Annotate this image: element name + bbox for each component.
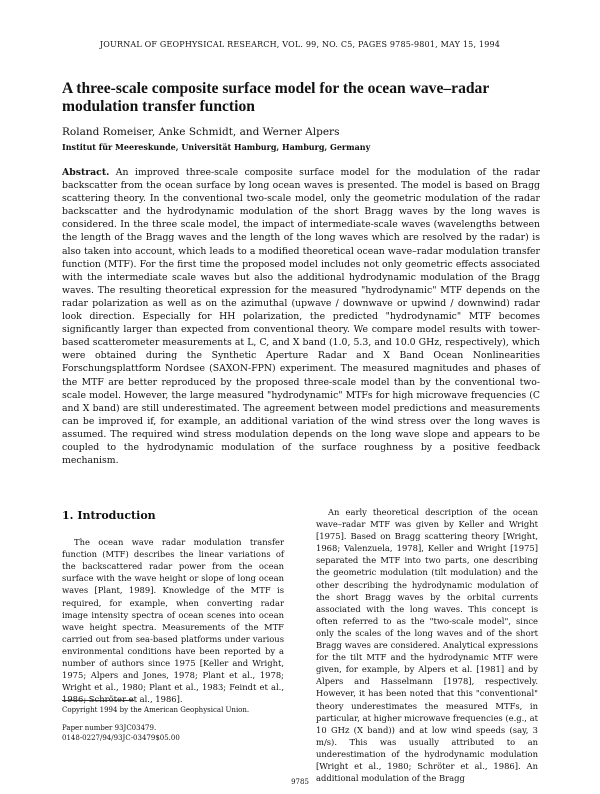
intro-paragraph-right: An early theoretical description of the ocean wave–radar MTF was given by Keller and Wright [1975]. Based on Bragg scattering theory [Wright, 1968; Valenzuela, 1978], Keller and Wright [1975] separated the MTF into two parts, one describing the geometric modulation (tilt modulation) and the other describing the hydrodynamic modulation of the short Bragg waves by the orbital currents associated with the long waves. This concept is often referred to as the "two-scale model", since only the scales of the long waves and of the short Bragg waves are considered. Analytical expressions for the tilt MTF and the hydrodynamic MTF were given, for example, by Alpers et al. [1981] and by Alpers and Hasselmann [1978], respectively. However, it has been noted that this "conventional" theory underestimates the measured MTFs, in particular, at higher microwave frequencies (e.g., at 10 GHz (X band)) and at low wind speeds (say, 3 m/s). This was usually attributed to an underestimation of the hydrodynamic modulation [Wright et al., 1980; Schröter et al., 1986]. An additional modulation of the Bragg [316,507,538,784]
copyright-note: Copyright 1994 by the American Geophysical Union. [62,706,250,714]
abstract-text: An improved three-scale composite surface model for the modulation of the radar backscatter from the ocean surface by long ocean waves is presented. The model is based on Bragg scattering theory. In the conventional two-scale model, only the geometric modulation of the radar backscatter and the hydrodynamic modulation of the short Bragg waves by the long waves is considered. In the three scale model, the impact of intermediate-scale waves (wavelengths between the length of the Bragg waves and the length of the long waves which are resolved by the radar) is also taken into account, which leads to a modified theoretical ocean wave–radar modulation transfer function (MTF). For the first time the proposed model includes not only geometric effects associated with the intermediate scale waves but also the additional hydrodynamic modulation of the Bragg waves. The resulting theoretical expression for the measured "hydrodynamic" MTF depends on the radar polarization as well as on the azimuthal (upwave / downwave or upwind / downwind) radar look direction. Especially for HH polarization, the predicted "hydrodynamic" MTF becomes significantly larger than expected from conventional theory. We compare model results with tower-based scatterometer measurements at L, C, and X band (1.0, 5.3, and 10.0 GHz, respectively), which were obtained during the Synthetic Aperture Radar and X Band Ocean Nonlinearities Forschungsplattform Nordsee (SAXON-FPN) experiment. The measured magnitudes and phases of the MTF are better reproduced by the proposed three-scale model than by the conventional two-scale model. However, the large measured "hydrodynamic" MTFs for high microwave frequencies (C and X band) are still underestimated. The agreement between model predictions and measurements can be improved if, for example, an additional variation of the wind stress over the long waves is assumed. The required wind stress modulation depends on the long wave slope and appears to be coupled to the hydrodynamic modulation of the surface roughness by a positive feedback mechanism. [62,167,540,467]
author-list: Roland Romeiser, Anke Schmidt, and Werner Alpers [62,126,340,138]
issn-line: 0148-0227/94/93JC-03479$05.00 [62,734,180,742]
abstract [62,166,540,467]
intro-paragraph-left: The ocean wave radar modulation transfer function (MTF) describes the linear variations of the backscattered radar power from the ocean surface with the wave height or slope of long ocean waves [Plant, 1989]. Knowledge of the MTF is required, for example, when converting radar image intensity spectra of ocean scenes into ocean wave height spectra. Measurements of the MTF carried out from sea-based platforms under various environmental conditions have been reported by a number of authors since 1975 [Keller and Wright, 1975; Alpers and Jones, 1978; Plant et al., 1978; Wright et al., 1980; Plant et al., 1983; Feindt et al., 1986; Schröter et al., 1986]. [62,537,284,705]
page-number: 9785 [291,778,309,786]
abstract-label: Abstract. [62,167,110,178]
section-heading: 1. Introduction [62,509,156,522]
journal-header: JOURNAL OF GEOPHYSICAL RESEARCH, VOL. 99, NO. C5, PAGES 9785-9801, MAY 15, 1994 [99,40,501,49]
affiliation: Institut für Meereskunde, Universität Hamburg, Hamburg, Germany [62,142,371,152]
footnote-rule [62,700,134,701]
left-column [62,510,284,705]
paper-title: A three-scale composite surface model for the ocean wave–radar modulation transfer function [62,80,489,115]
paper-number: Paper number 93JC03479. [62,724,157,732]
right-column [316,506,538,784]
